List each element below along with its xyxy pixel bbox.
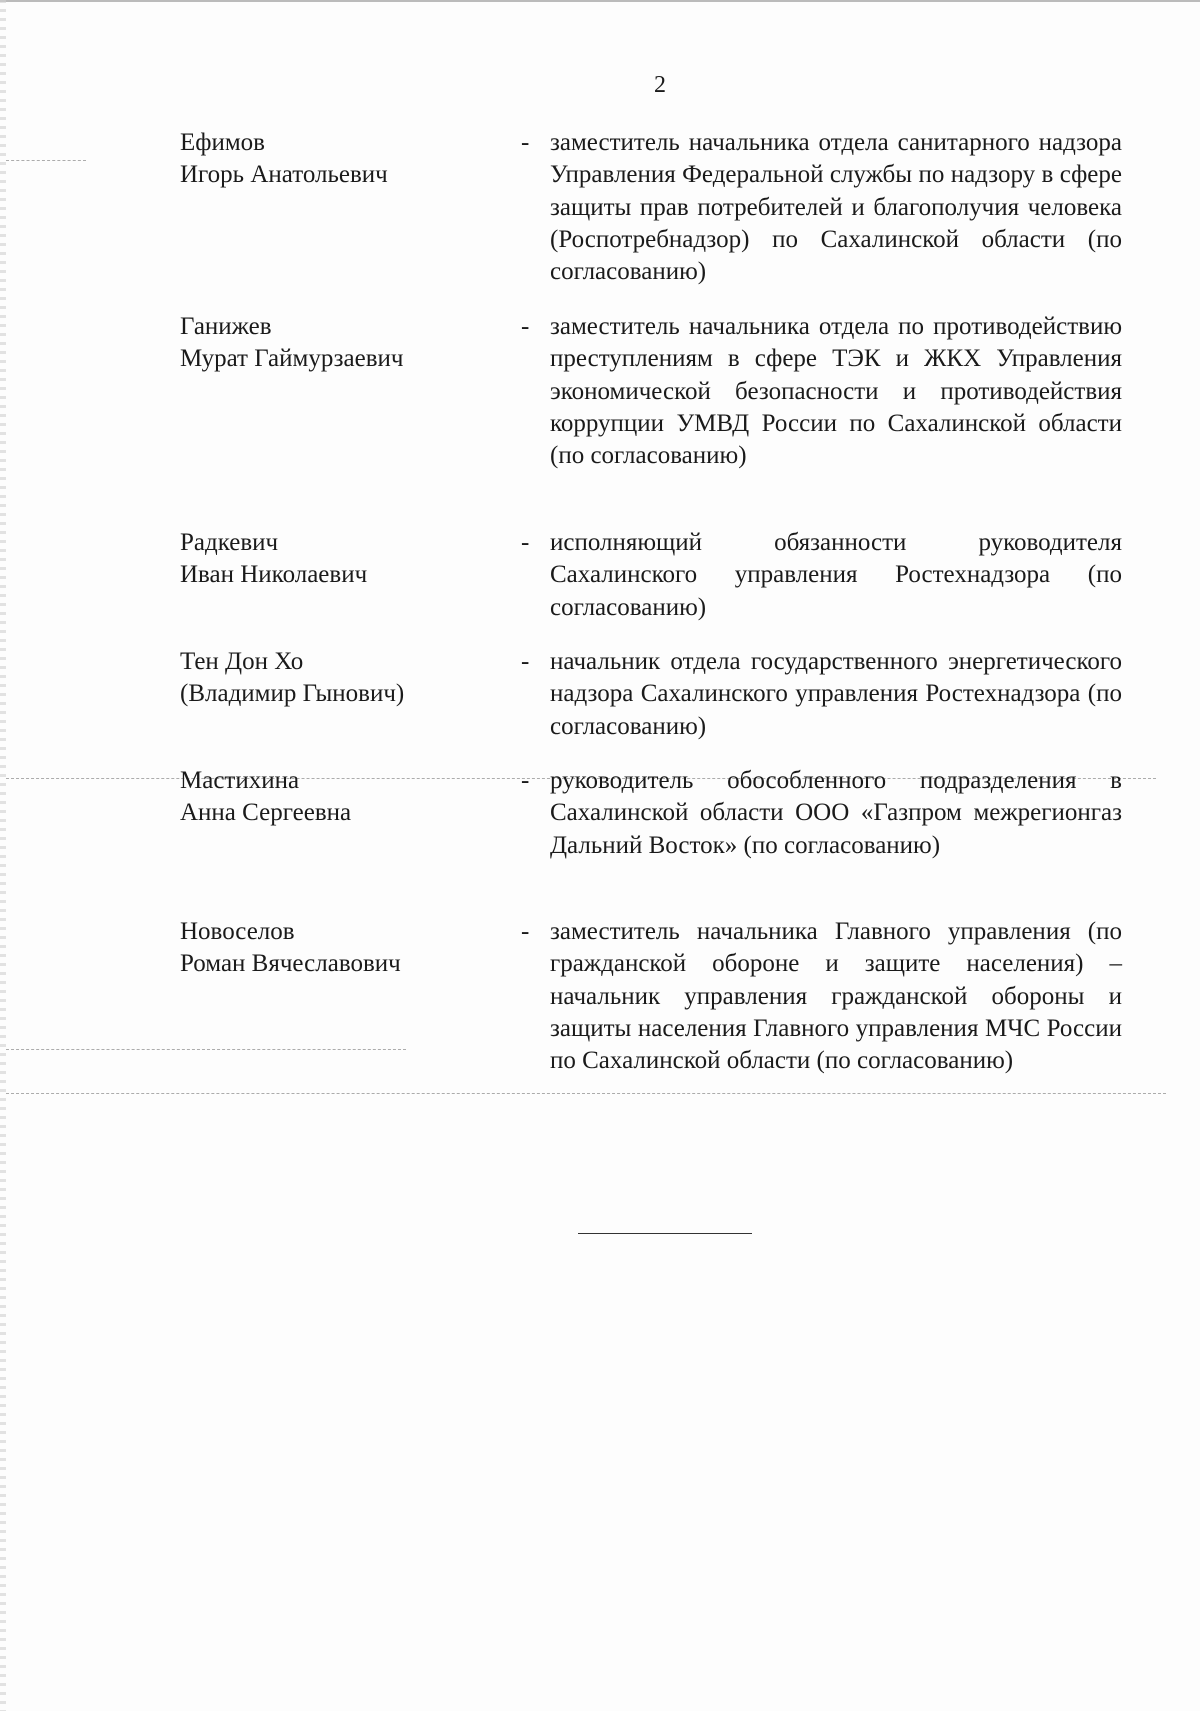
person-surname: Мастихина bbox=[180, 767, 300, 794]
person-name bbox=[180, 311, 490, 375]
separator-dash: - bbox=[521, 529, 530, 556]
separator-dash: - bbox=[521, 767, 530, 794]
separator-dash: - bbox=[521, 313, 530, 340]
person-surname: Ефимов bbox=[180, 129, 265, 156]
person-surname: Ганижев bbox=[180, 313, 272, 340]
person-given-names: Мурат Гаймурзаевич bbox=[180, 345, 404, 372]
position-description: начальник отдела государственного энергетического надзора Сахалинского управления Ростехнадзора (по согласованию) bbox=[550, 648, 1122, 740]
position-description: заместитель начальника Главного управления (по гражданской обороне и защите населения) – начальник управления гражданской обороны и защиты населения Главного управления МЧС России по Сахалинской области (по согласованию) bbox=[550, 918, 1122, 1075]
position-description: заместитель начальника отдела санитарного надзора Управления Федеральной службы по надзору в сфере защиты прав потребителей и благополучия человека (Роспотребнадзор) по Сахалинской области (по согласованию) bbox=[550, 129, 1122, 286]
person-given-names: (Владимир Гынович) bbox=[180, 680, 405, 707]
position-description: исполняющий обязанности руководителя Сахалинского управления Ростехнадзора (по согласованию) bbox=[550, 529, 1122, 621]
person-name bbox=[180, 916, 490, 980]
person-surname: Тен Дон Хо bbox=[180, 648, 304, 675]
person-name bbox=[180, 127, 490, 191]
page-number: 2 bbox=[654, 72, 666, 98]
person-name bbox=[180, 765, 490, 829]
person-surname: Радкевич bbox=[180, 529, 279, 556]
person-given-names: Анна Сергеевна bbox=[180, 799, 352, 826]
closing-rule bbox=[578, 1233, 752, 1234]
position-description: руководитель обособленного подразделения в Сахалинской области ООО «Газпром межрегионгаз Дальний Восток» (по согласованию) bbox=[550, 767, 1122, 859]
person-name bbox=[180, 527, 490, 591]
person-given-names: Роман Вячеславович bbox=[180, 950, 401, 977]
person-name bbox=[180, 646, 490, 710]
position-description: заместитель начальника отдела по противодействию преступлениям в сфере ТЭК и ЖКХ Управления экономической безопасности и противодействия коррупции УМВД России по Сахалинской области (по согласованию) bbox=[550, 313, 1122, 470]
separator-dash: - bbox=[521, 648, 530, 675]
separator-dash: - bbox=[521, 918, 530, 945]
person-surname: Новоселов bbox=[180, 918, 295, 945]
separator-dash: - bbox=[521, 129, 530, 156]
person-given-names: Игорь Анатольевич bbox=[180, 161, 388, 188]
person-given-names: Иван Николаевич bbox=[180, 561, 368, 588]
